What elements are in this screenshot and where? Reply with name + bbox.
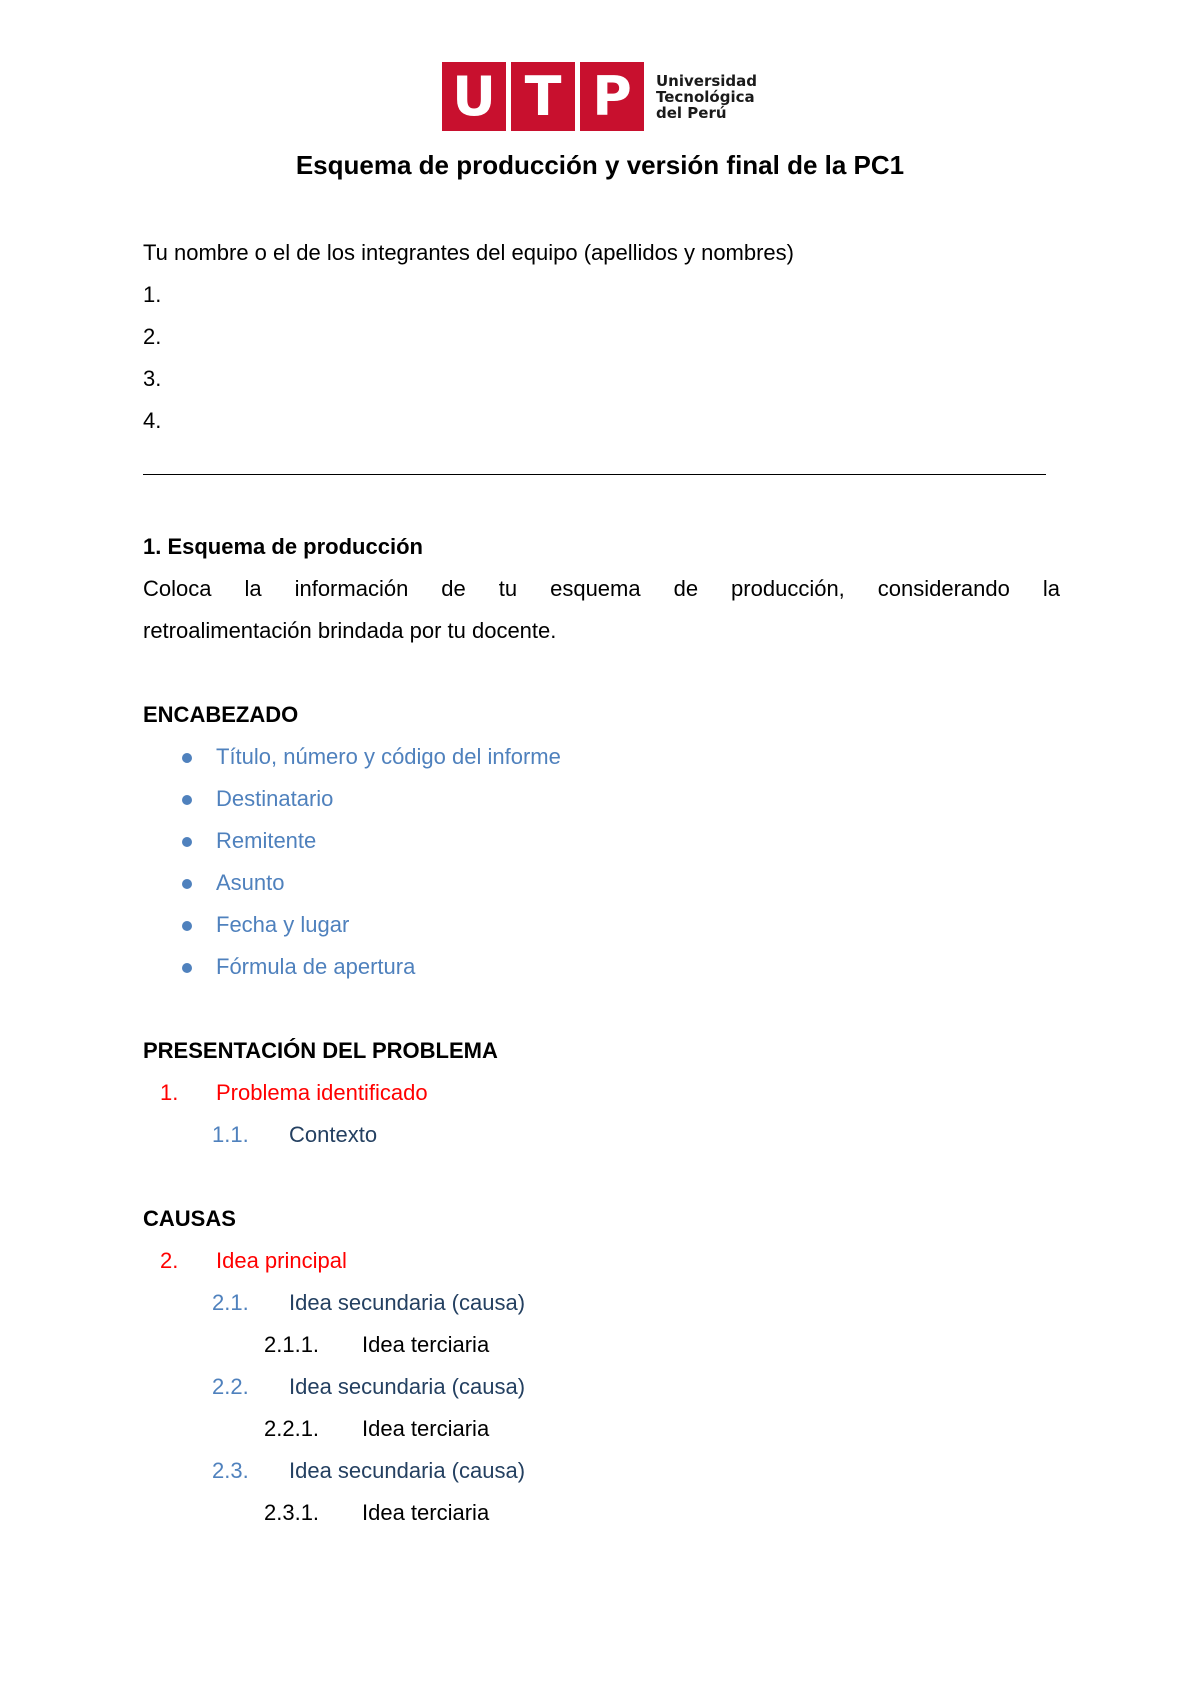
outline-number: 1.1. (212, 1122, 249, 1147)
utp-logo-text (656, 73, 757, 121)
logo-text-line: Universidad (656, 71, 758, 90)
utp-logo-mark (442, 62, 644, 131)
encabezado-item: Destinatario (216, 786, 334, 811)
encabezado-heading: ENCABEZADO (143, 702, 299, 727)
page-title: Esquema de producción y versión final de la PC1 (295, 150, 905, 180)
team-item: 1. (143, 282, 162, 307)
outline-tertiary: Idea terciaria (362, 1332, 490, 1357)
outline-tertiary: Idea terciaria (362, 1416, 490, 1441)
outline-number: 2.1. (212, 1290, 249, 1315)
outline-number: 2.3. (212, 1458, 249, 1483)
logo-letter-t: T (524, 65, 562, 128)
outline-subitem: Idea secundaria (causa) (289, 1374, 526, 1399)
instruction-line: Coloca la información de tu esquema de producción, considerando la (143, 576, 1060, 601)
bullet-dot (182, 963, 192, 973)
section-heading: 1. Esquema de producción (143, 534, 423, 559)
logo-text-line: del Perú (656, 103, 727, 122)
outline-item: Idea principal (216, 1248, 347, 1273)
encabezado-item: Asunto (216, 870, 285, 895)
team-item: 2. (143, 324, 162, 349)
outline-number: 2. (160, 1248, 179, 1273)
bullet-dot (182, 837, 192, 847)
outline-number: 2.1.1. (264, 1332, 320, 1357)
encabezado-item: Fecha y lugar (216, 912, 350, 937)
bullet-dot (182, 795, 192, 805)
outline-subitem: Idea secundaria (causa) (289, 1458, 526, 1483)
outline-number: 2.2.1. (264, 1416, 320, 1441)
outline-item: Problema identificado (216, 1080, 428, 1105)
team-label: Tu nombre o el de los integrantes del equipo (apellidos y nombres) (143, 240, 794, 265)
bullet-dot (182, 753, 192, 763)
divider-line (143, 474, 1046, 475)
outline-number: 2.2. (212, 1374, 249, 1399)
bullet-dot (182, 879, 192, 889)
logo-letter-u: U (452, 65, 496, 128)
encabezado-item: Remitente (216, 828, 317, 853)
team-item: 3. (143, 366, 162, 391)
team-item: 4. (143, 408, 162, 433)
utp-logo (442, 62, 757, 131)
encabezado-item: Título, número y código del informe (216, 744, 561, 769)
logo-letter-p: P (592, 65, 632, 128)
outline-number: 2.3.1. (264, 1500, 320, 1525)
causas-heading: CAUSAS (143, 1206, 236, 1231)
outline-subitem: Idea secundaria (causa) (289, 1290, 526, 1315)
presentacion-heading: PRESENTACIÓN DEL PROBLEMA (143, 1038, 498, 1063)
outline-tertiary: Idea terciaria (362, 1500, 490, 1525)
logo-text-line: Tecnológica (656, 87, 755, 106)
bullet-dot (182, 921, 192, 931)
encabezado-item: Fórmula de apertura (216, 954, 416, 979)
outline-number: 1. (160, 1080, 179, 1105)
instruction-line: retroalimentación brindada por tu docente. (143, 618, 557, 643)
outline-subitem: Contexto (289, 1122, 378, 1147)
